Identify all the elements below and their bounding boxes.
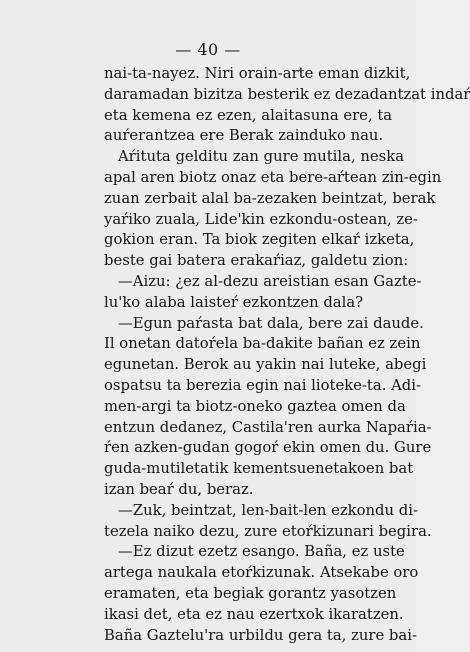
- text-line: —Zuk, beintzat, len-bait-len ezkondu di-: [118, 501, 418, 519]
- text-line: egunetan. Berok au yakin nai luteke, abegi: [104, 356, 427, 374]
- text-line: apal aren biotz onaz eta bere-aŕtean zin-egin: [104, 168, 442, 186]
- text-line: beste gai batera erakaŕiaz, galdetu zion:: [104, 252, 409, 270]
- text-line: gokion eran. Ta biok zegiten elkaŕ izketa,: [104, 231, 415, 249]
- text-line: Baña Gaztelu'ra urbildu gera ta, zure bai-: [104, 626, 417, 644]
- text-line: —Ez dizut ezetz esango. Baña, ez uste: [118, 543, 405, 561]
- text-line: yaŕiko zuala, Lide'kin ezkondu-ostean, ze-: [104, 210, 418, 228]
- text-line: daramadan bizitza besterik ez dezadantzat indaŕ: [104, 85, 470, 103]
- text-line: lu'ko alaba laisteŕ ezkontzen dala?: [104, 293, 364, 311]
- text-line: men-argi ta biotz-oneko gaztea omen da: [104, 397, 406, 415]
- text-line: tezela naiko dezu, zure etoŕkizunari begira.: [104, 522, 432, 540]
- page-number: — 40 —: [175, 40, 241, 59]
- text-line: zuan zerbait alal ba-zezaken beintzat, berak: [104, 189, 436, 207]
- text-line: ŕen azken-gudan gogoŕ ekin omen du. Gure: [104, 439, 432, 457]
- text-line: Aŕituta gelditu zan gure mutila, neska: [118, 148, 405, 166]
- text-line: —Aizu: ¿ez al-dezu areistian esan Gazte-: [118, 272, 422, 290]
- text-line: ikasi det, eta ez nau ezertxok ikaratzen.: [104, 605, 404, 623]
- text-line: eta kemena ez ezen, alaitasuna ere, ta: [104, 106, 393, 124]
- text-line: ospatsu ta berezia egin nai lioteke-ta. Adi-: [104, 376, 421, 394]
- text-line: izan beaŕ du, beraz.: [104, 480, 254, 498]
- text-line: auŕerantzea ere Berak zainduko nau.: [104, 127, 384, 145]
- text-line: eramaten, eta begiak gorantz yasotzen: [104, 584, 397, 602]
- text-line: entzun dedanez, Castila'ren aurka Napaŕia-: [104, 418, 432, 436]
- text-line: —Egun paŕasta bat dala, bere zai daude.: [118, 314, 424, 332]
- text-line: guda-mutiletatik kementsuenetakoen bat: [104, 460, 414, 478]
- text-line: artega naukala etoŕkizunak. Atsekabe oro: [104, 564, 419, 582]
- page-body-text: [104, 64, 470, 646]
- text-line: Il onetan datoŕela ba-dakite bañan ez zein: [104, 335, 421, 353]
- text-line: nai-ta-nayez. Niri orain-arte eman dizkit,: [104, 65, 411, 82]
